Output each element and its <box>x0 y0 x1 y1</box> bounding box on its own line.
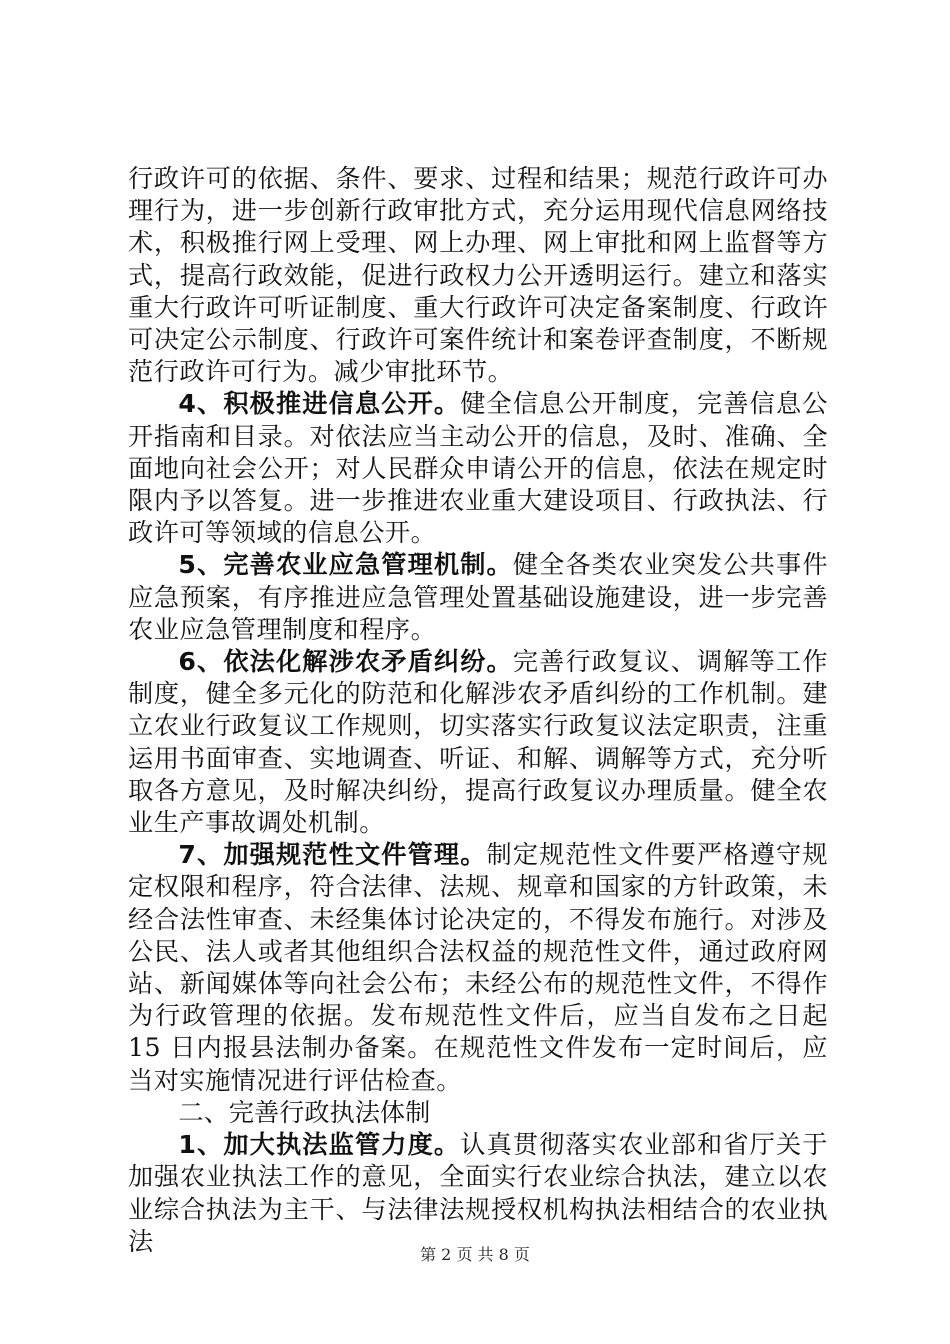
paragraph-text: 健全各类农业突发公共事件应急预案，有序推进应急管理处置基础设施建设，进一步完善农业应急管理制度和程序。 <box>128 550 829 644</box>
paragraph-lead: 7、加强规范性文件管理。 <box>178 840 487 870</box>
paragraph-lead: 6、依法化解涉农矛盾纠纷。 <box>178 647 513 677</box>
paragraph-item-5 <box>128 549 828 646</box>
paragraph-continuation <box>128 163 828 388</box>
paragraph-text: 完善行政复议、调解等工作制度，健全多元化的防范和化解涉农矛盾纠纷的工作机制。建立农业行政复议工作规则，切实落实行政复议法定职责，注重运用书面审查、实地调查、听证、和解、调解等方式，充分听取各方意见，及时解决纠纷，提高行政复议办理质量。健全农业生产事故调处机制。 <box>128 647 829 838</box>
page-footer: 第 2 页 共 8 页 <box>420 1245 530 1264</box>
paragraph-item-6 <box>128 646 828 839</box>
paragraph-item-4 <box>128 388 828 549</box>
paragraph-item-7 <box>128 839 828 1097</box>
paragraph-text: 健全信息公开制度，完善信息公开指南和目录。对依法应当主动公开的信息，及时、准确、全面地向社会公开；对人民群众申请公开的信息，依法在规定时限内予以答复。进一步推进农业重大建设项目、行政执法、行政许可等领域的信息公开。 <box>128 389 828 548</box>
paragraph-item-1 <box>128 1129 828 1258</box>
section-heading: 二、完善行政执法体制 <box>178 1097 431 1127</box>
paragraph-text: 认真贯彻落实农业部和省厅关于加强农业执法工作的意见，全面实行农业综合执法，建立以农业综合执法为主干、与法律法规授权机构执法相结合的农业执法 <box>128 1130 828 1256</box>
paragraph-lead: 1、加大执法监管力度。 <box>178 1130 461 1160</box>
paragraph-lead: 5、完善农业应急管理机制。 <box>178 550 513 580</box>
paragraph-lead: 4、积极推进信息公开。 <box>178 389 461 419</box>
document-body <box>128 163 828 1258</box>
paragraph-text: 制定规范性文件要严格遵守规定权限和程序，符合法律、法规、规章和国家的方针政策，未经合法性审查、未经集体讨论决定的，不得发布施行。对涉及公民、法人或者其他组织合法权益的规范性文件，通过政府网站、新闻媒体等向社会公布；未经公布的规范性文件，不得作为行政管理的依据。发布规范性文件后，应当自发布之日起 15 日内报县法制办备案。在规范性文件发布一定时间后，应当对实施情况进行评估检查。 <box>128 840 829 1095</box>
paragraph-text: 行政许可的依据、条件、要求、过程和结果；规范行政许可办理行为，进一步创新行政审批方式，充分运用现代信息网络技术，积极推行网上受理、网上办理、网上审批和网上监督等方式，提高行政效能，促进行政权力公开透明运行。建立和落实重大行政许可听证制度、重大行政许可决定备案制度、行政许可决定公示制度、行政许可案件统计和案卷评查制度，不断规范行政许可行为。减少审批环节。 <box>128 164 828 387</box>
